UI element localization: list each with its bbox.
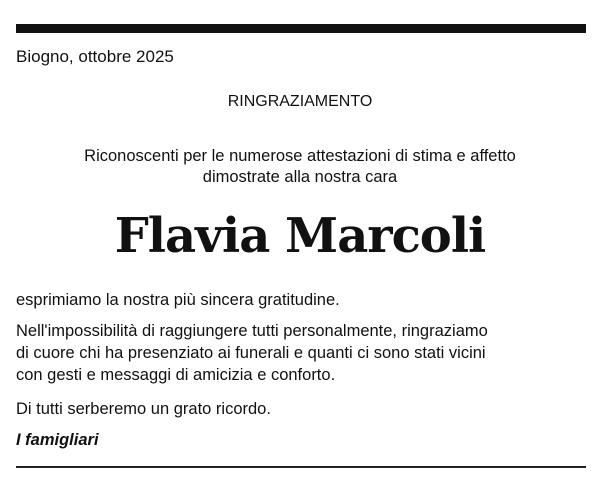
- intro-line-2: dimostrate alla nostra cara: [202, 168, 398, 186]
- thanks-line-1: Nell'impossibilità di raggiungere tutti personalmente, ringraziamo: [16, 322, 488, 340]
- deceased-name: Flavia Marcoli: [114, 208, 486, 264]
- gratitude-paragraph: [16, 289, 586, 311]
- intro-line-1: Riconoscenti per le numerose attestazioni di stima e affetto: [84, 147, 516, 165]
- place-date: Biogno, ottobre 2025: [16, 47, 174, 66]
- memory-paragraph: [16, 398, 586, 420]
- thanks-line-3: con gesti e messaggi di amicizia e conforto.: [16, 366, 336, 384]
- memory-line: Di tutti serberemo un grato ricordo.: [16, 400, 271, 418]
- signature: I famigliari: [16, 431, 99, 449]
- notice-heading: RINGRAZIAMENTO: [227, 93, 373, 110]
- top-divider: [16, 24, 586, 33]
- bottom-divider: [16, 466, 586, 468]
- gratitude-line: esprimiamo la nostra più sincera gratitudine.: [16, 291, 340, 309]
- thanks-paragraph: [16, 320, 586, 386]
- thanks-line-2: di cuore chi ha presenziato ai funerali e quanti ci sono stati vicini: [16, 344, 486, 362]
- intro-text: [0, 146, 600, 188]
